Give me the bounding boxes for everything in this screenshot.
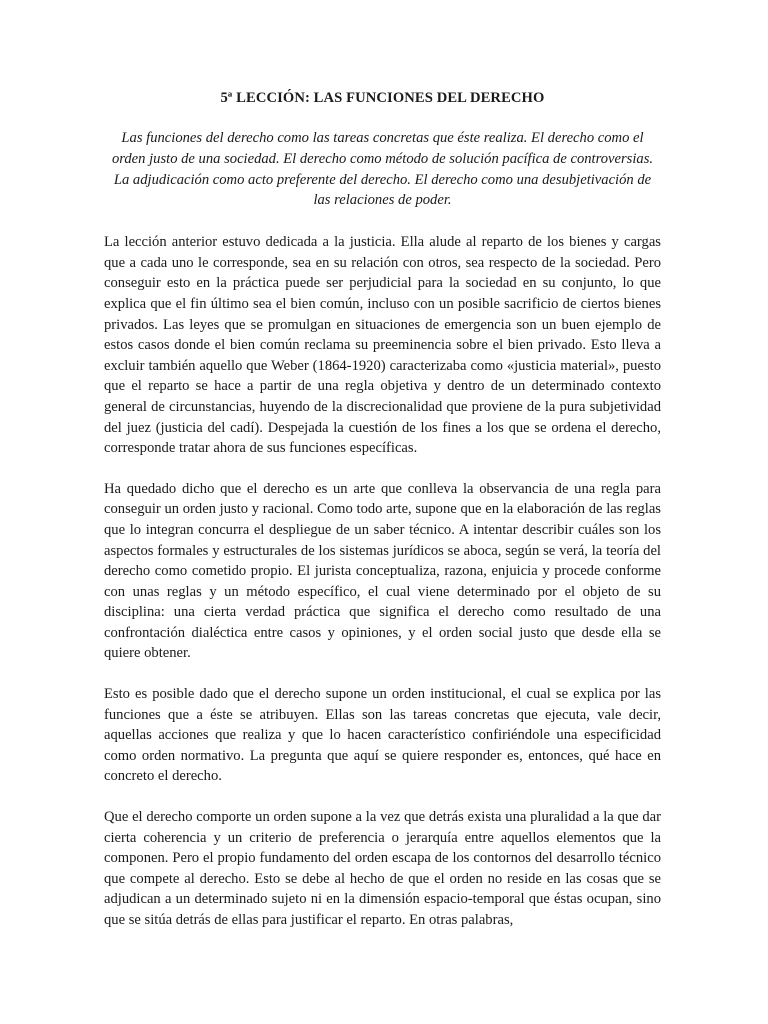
paragraph-1: La lección anterior estuvo dedicada a la justicia. Ella alude al reparto de los bienes y cargas que a cada uno le corresponde, sea en su relación con otros, sea respecto de la sociedad. Pero conseguir esto en la práctica puede ser perjudicial para la sociedad en su conjunto, lo que explica que el fin último sea el bien común, incluso con un posible sacrificio de ciertos bienes privados. Las leyes que se promulgan en situaciones de emergencia son un buen ejemplo de estos casos donde el bien común reclama su preeminencia sobre el bien privado. Esto lleva a excluir también aquello que Weber (1864-1920) caracterizaba como «justicia material», puesto que el reparto se hace a partir de una regla objetiva y dentro de un determinado contexto general de circunstancias, huyendo de la discrecionalidad que proviene de la pura subjetividad del juez (justicia del cadí). Despejada la cuestión de los fines a los que se ordena el derecho, corresponde tratar ahora de sus funciones específicas. [104,234,661,457]
lesson-title: 5ª LECCIÓN: LAS FUNCIONES DEL DERECHO [220,90,545,106]
paragraph-3: Esto es posible dado que el derecho supone un orden institucional, el cual se explica por las funciones que a éste se atribuyen. Ellas son las tareas concretas que ejecuta, vale decir, aquellas acciones que realiza y que lo hacen característico confiriéndole una especificidad como orden normativo. La pregunta que aquí se quiere responder es, entonces, qué hace en concreto el derecho. [104,686,661,785]
paragraph-2: Ha quedado dicho que el derecho es un arte que conlleva la observancia de una regla para conseguir un orden justo y racional. Como todo arte, supone que en la elaboración de las reglas que lo integran concurra el despliegue de un saber técnico. A intentar describir cuáles son los aspectos formales y estructurales de los sistemas jurídicos se aboca, según se verá, la teoría del derecho como cometido propio. El jurista conceptualiza, razona, enjuicia y procede conforme con unas reglas y un método específico, el cual viene determinado por el objeto de su disciplina: una cierta verdad práctica que significa el derecho como resultado de una confrontación dialéctica entre casos y opiniones, y el orden social justo que desde ella se quiere obtener. [104,480,661,662]
paragraph-4: Que el derecho comporte un orden supone a la vez que detrás exista una pluralidad a la que dar cierta coherencia y un criterio de preferencia o jerarquía entre aquellos elementos que la componen. Pero el propio fundamento del orden escapa de los contornos del desarrollo técnico que compete al derecho. Esto se debe al hecho de que el orden no reside en las cosas que se adjudican a un determinado sujeto ni en la dimensión espacio-temporal que éstas ocupan, sino que se sitúa detrás de ellas para justificar el reparto. En otras palabras, [104,809,661,928]
document-page [104,88,661,931]
lesson-abstract: Las funciones del derecho como las tareas concretas que éste realiza. El derecho como el orden justo de una sociedad. El derecho como método de solución pacífica de controversias. La adjudicación como acto preferente del derecho. El derecho como una desubjetivación de las relaciones de poder. [111,130,654,209]
